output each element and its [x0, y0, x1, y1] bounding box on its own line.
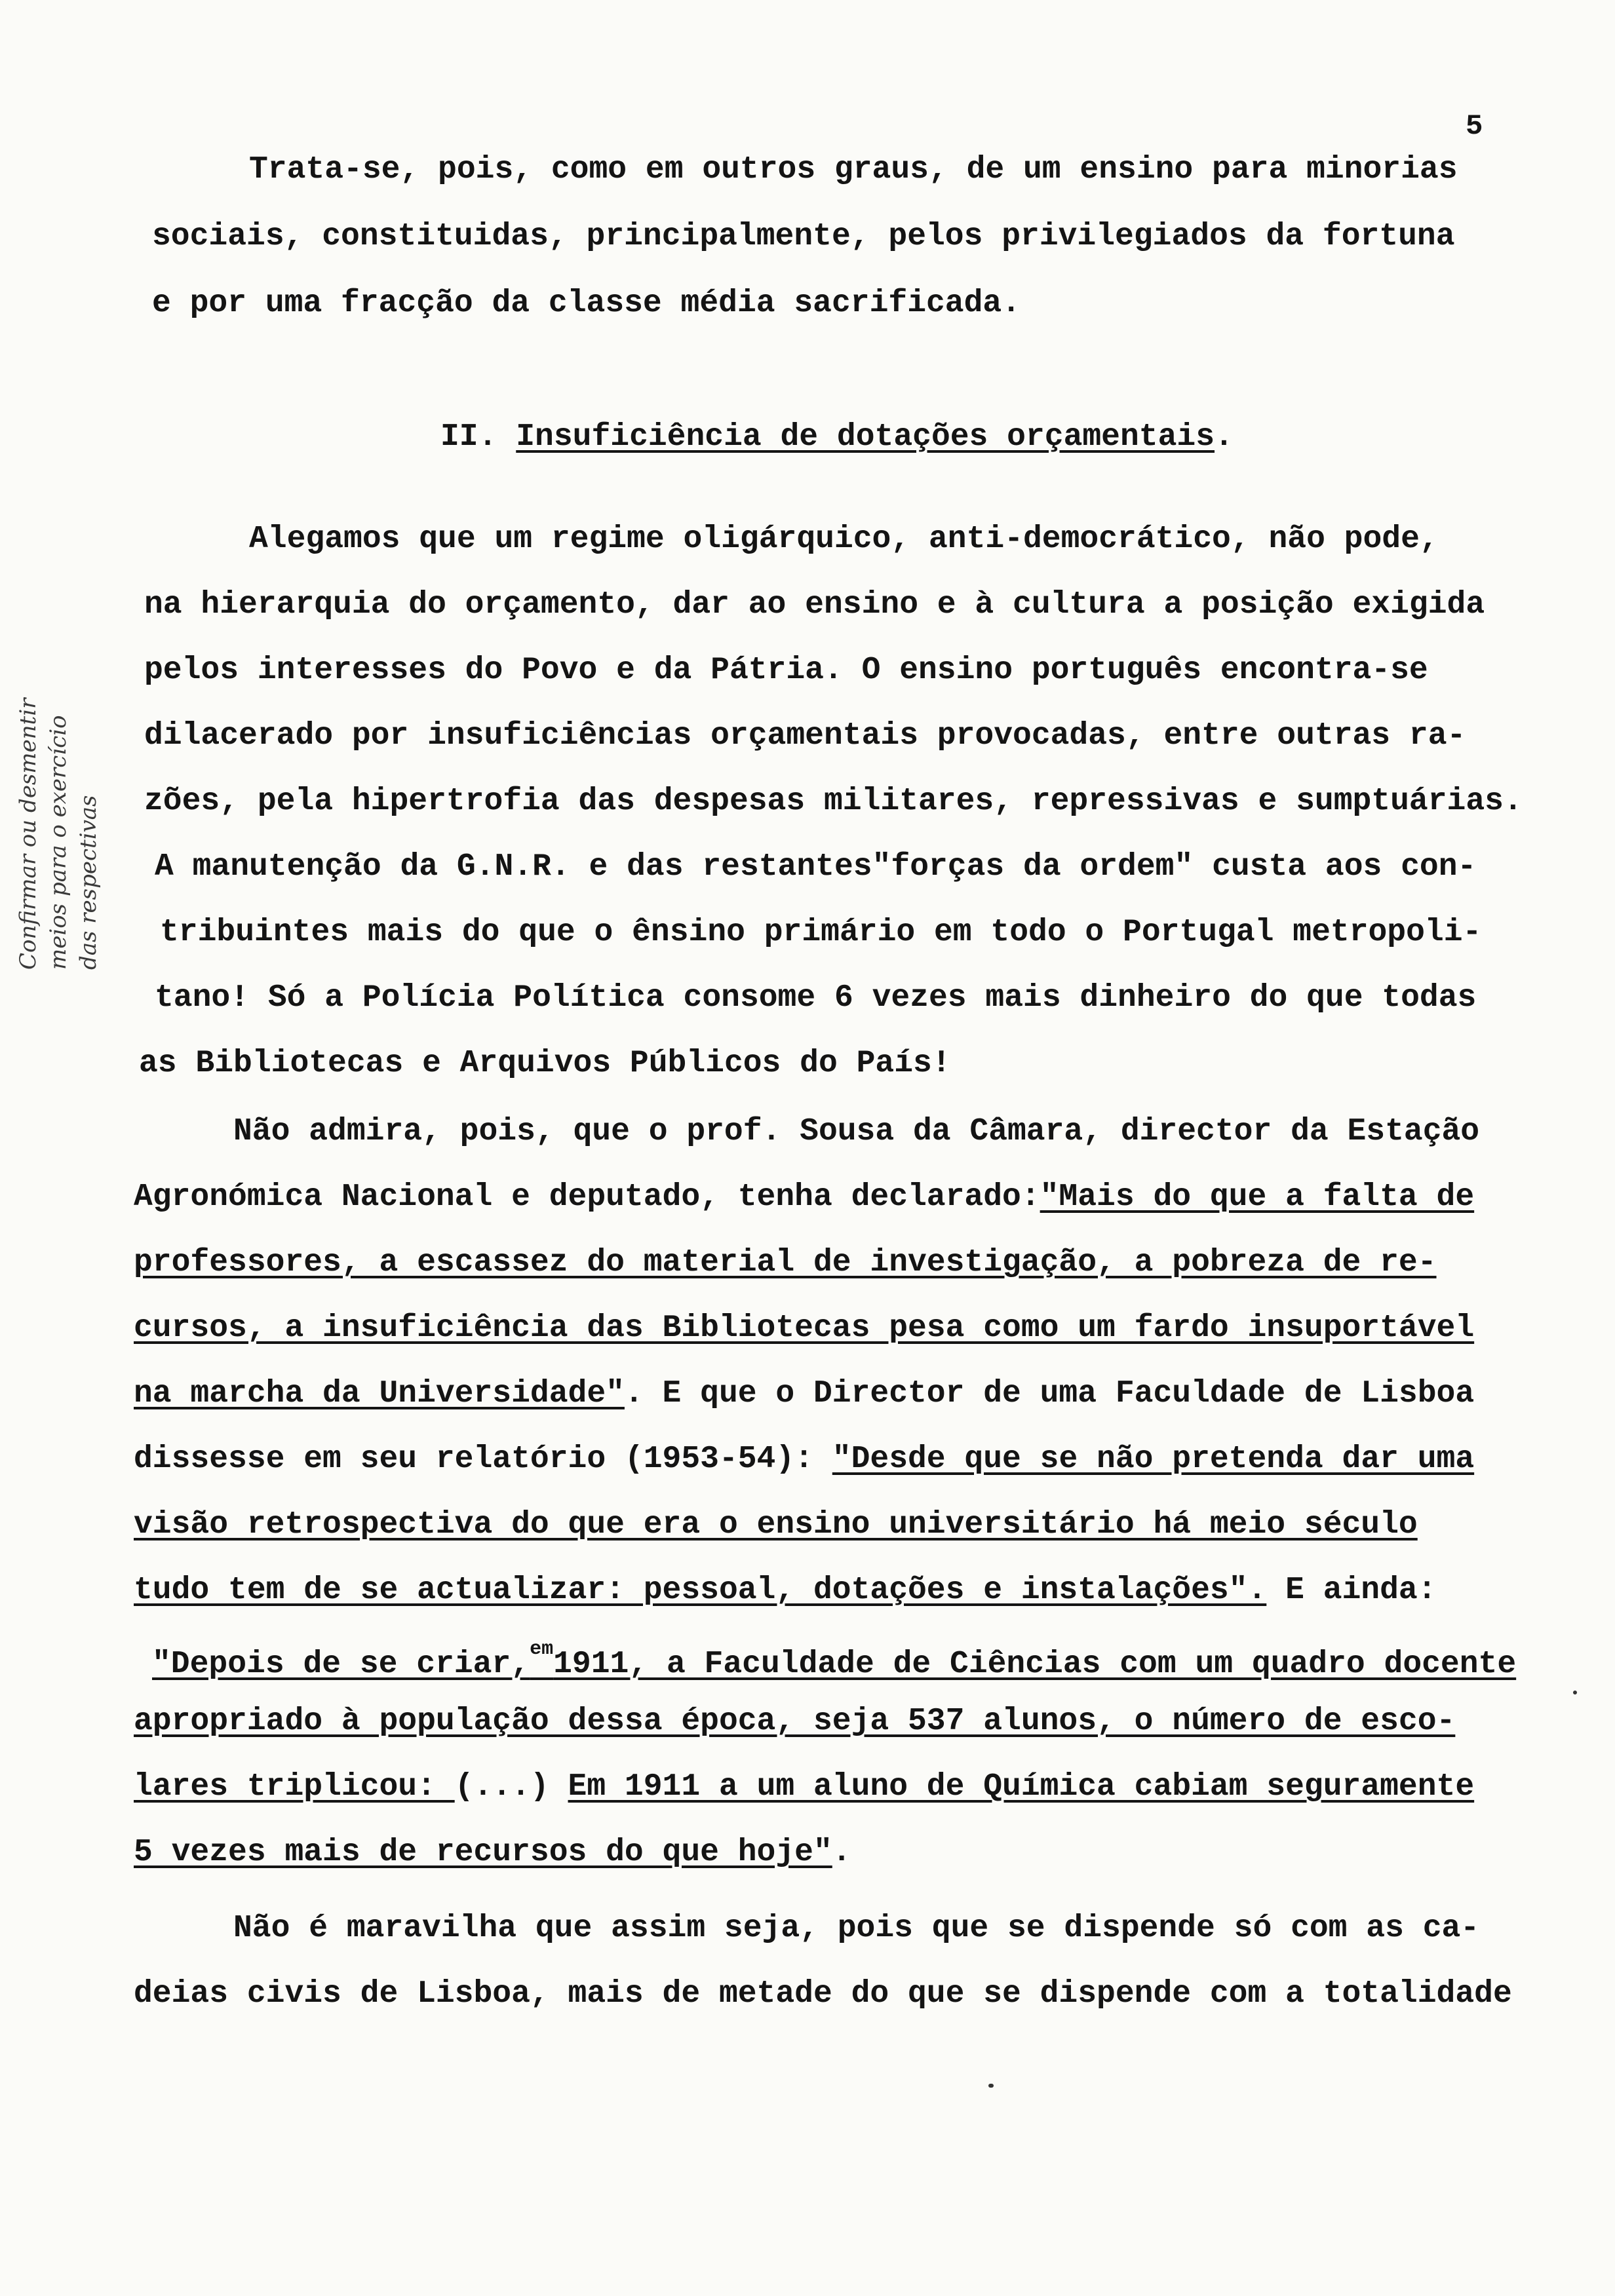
text-line: [134, 1573, 1437, 1608]
scan-speck: [1573, 1691, 1577, 1694]
section-number: II.: [440, 419, 497, 455]
text-segment: E ainda:: [1266, 1573, 1437, 1608]
margin-handwritten-note: [13, 698, 104, 970]
text-line: tribuintes mais do que o ênsino primário em todo o Portugal metropoli-: [160, 915, 1482, 950]
margin-note-line: Confirmar ou desmentir: [15, 698, 41, 970]
quote-line-underlined: apropriado à população dessa época, seja 537 alunos, o número de esco-: [134, 1704, 1456, 1739]
text-segment: "Depois de se criar,: [152, 1647, 530, 1682]
text-line: [134, 1835, 851, 1870]
quote-line-underlined: cursos, a insuficiência das Bibliotecas pesa como um fardo insuportável: [134, 1311, 1475, 1346]
text-line: Trata-se, pois, como em outros graus, de um ensino para minorias: [249, 152, 1458, 187]
text-line: Alegamos que um regime oligárquico, anti-democrático, não pode,: [249, 522, 1439, 557]
scan-speck: [988, 2084, 994, 2088]
text-line: dilacerado por insuficiências orçamentais provocadas, entre outras ra-: [144, 718, 1466, 754]
text-line: as Bibliotecas e Arquivos Públicos do País!: [139, 1046, 951, 1081]
page-number: 5: [1466, 110, 1483, 143]
quote-underlined: 5 vezes mais de recursos do que hoje": [134, 1835, 832, 1870]
quote-underlined: "Mais do que a falta de: [1040, 1179, 1475, 1215]
quote-underlined: tudo tem de se actualizar: pessoal, dotações e instalações".: [134, 1573, 1267, 1608]
text-line: A manutenção da G.N.R. e das restantes"forças da ordem" custa aos con-: [155, 849, 1477, 885]
quote-underlined: lares triplicou:: [134, 1769, 455, 1805]
text-line: sociais, constituidas, principalmente, pelos privilegiados da fortuna: [152, 219, 1455, 254]
text-segment: dissesse em seu relatório (1953-54):: [134, 1442, 832, 1477]
text-line: [134, 1769, 1474, 1805]
text-line: Não é maravilha que assim seja, pois que se dispende só com as ca-: [233, 1911, 1480, 1946]
text-line: deias civis de Lisboa, mais de metade do que se dispende com a totalidade: [134, 1976, 1512, 2012]
text-segment: . E que o Director de uma Faculdade de Lisboa: [624, 1376, 1475, 1411]
text-line: e por uma fracção da classe média sacrificada.: [152, 286, 1021, 321]
text-segment: (...): [454, 1769, 568, 1805]
section-heading: II. Insuficiência de dotações orçamentais.: [440, 419, 1234, 455]
text-line: Não admira, pois, que o prof. Sousa da Câmara, director da Estação: [233, 1114, 1480, 1149]
quote-line-underlined: [152, 1638, 1516, 1682]
text-segment: 1911, a Faculdade de Ciências com um quadro docente: [553, 1647, 1517, 1682]
text-segment: .: [832, 1835, 851, 1870]
quote-underlined: Em 1911 a um aluno de Química cabiam seguramente: [568, 1769, 1475, 1805]
quote-line-underlined: professores, a escassez do material de investigação, a pobreza de re-: [134, 1245, 1437, 1280]
margin-note-line: das respectivas: [75, 795, 102, 970]
text-line: [134, 1442, 1474, 1477]
margin-note-line: meios para o exercício: [45, 715, 71, 970]
text-line: [134, 1179, 1474, 1215]
text-line: pelos interesses do Povo e da Pátria. O ensino português encontra-se: [144, 653, 1428, 688]
section-title: Insuficiência de dotações orçamentais: [516, 419, 1215, 455]
text-line: [134, 1376, 1474, 1411]
text-line: zões, pela hipertrofia das despesas militares, repressivas e sumptuárias.: [144, 784, 1523, 819]
text-line: na hierarquia do orçamento, dar ao ensino e à cultura a posição exigida: [144, 587, 1485, 622]
quote-line-underlined: visão retrospectiva do que era o ensino universitário há meio século: [134, 1507, 1418, 1542]
quote-underlined: na marcha da Universidade": [134, 1376, 625, 1411]
quote-underlined: "Desde que se não pretenda dar uma: [832, 1442, 1475, 1477]
text-line: tano! Só a Polícia Política consome 6 vezes mais dinheiro do que todas: [155, 980, 1477, 1016]
handwritten-insertion: em: [530, 1638, 554, 1660]
text-segment: Agronómica Nacional e deputado, tenha declarado:: [134, 1179, 1040, 1215]
